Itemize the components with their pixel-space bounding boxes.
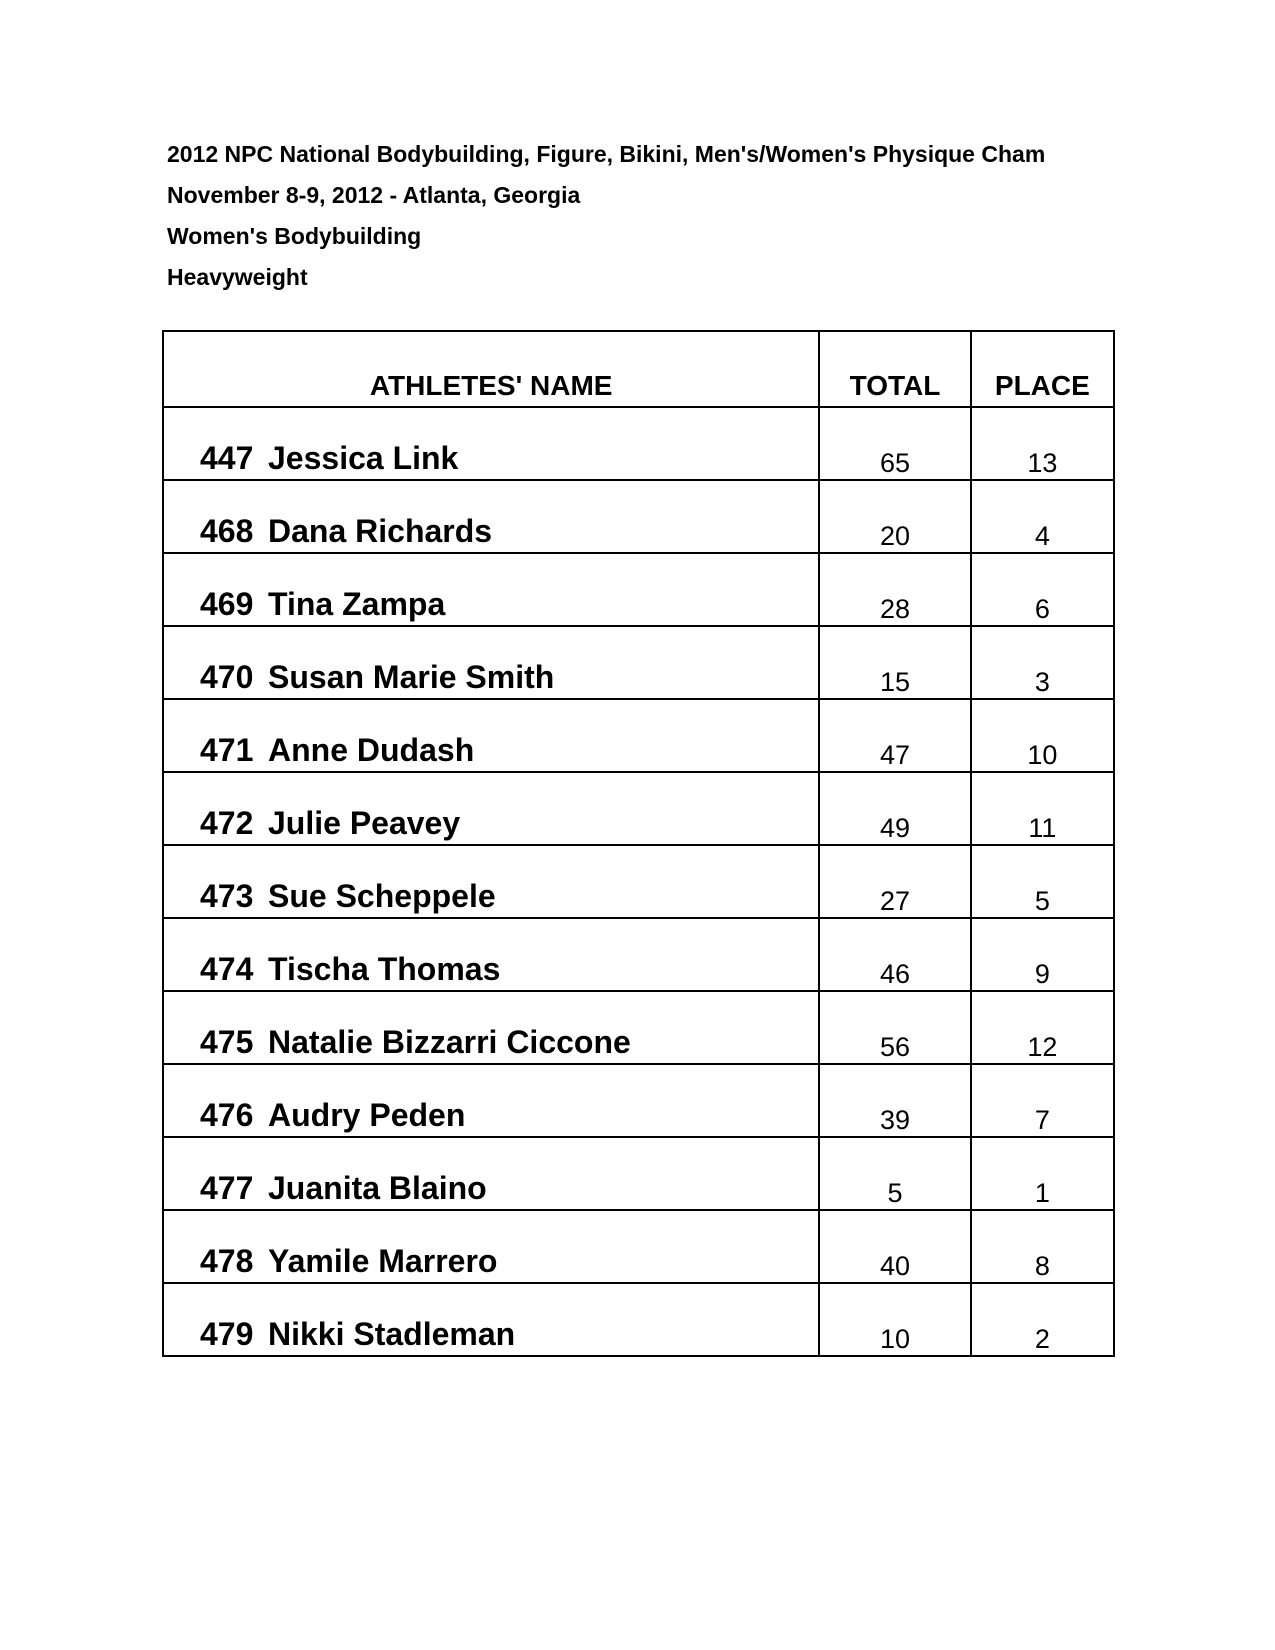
athlete-cell bbox=[163, 845, 819, 918]
table-row bbox=[163, 699, 1114, 772]
athlete-number: 470 bbox=[200, 659, 254, 695]
place-value: 10 bbox=[971, 699, 1114, 772]
table-row bbox=[163, 626, 1114, 699]
athlete-cell bbox=[163, 772, 819, 845]
athlete-number: 468 bbox=[200, 513, 254, 549]
event-title: 2012 NPC National Bodybuilding, Figure, Bikini, Men's/Women's Physique Cham bbox=[167, 141, 1046, 167]
total-score: 65 bbox=[819, 407, 970, 480]
place-value: 5 bbox=[971, 845, 1114, 918]
place-value: 6 bbox=[971, 553, 1114, 626]
table-row bbox=[163, 918, 1114, 991]
total-score: 46 bbox=[819, 918, 970, 991]
athlete-number: 471 bbox=[200, 732, 254, 768]
results-table bbox=[162, 330, 1115, 1357]
athlete-number: 476 bbox=[200, 1097, 254, 1133]
table-row bbox=[163, 1210, 1114, 1283]
total-score: 28 bbox=[819, 553, 970, 626]
athlete-number: 469 bbox=[200, 586, 254, 622]
place-value: 2 bbox=[971, 1283, 1114, 1356]
athlete-name: Tischa Thomas bbox=[268, 951, 501, 987]
total-header: TOTAL bbox=[819, 331, 970, 407]
athlete-name: Julie Peavey bbox=[268, 805, 461, 841]
athlete-name: Anne Dudash bbox=[268, 732, 475, 768]
athlete-cell bbox=[163, 1137, 819, 1210]
athlete-cell bbox=[163, 1283, 819, 1356]
table-row bbox=[163, 407, 1114, 480]
athlete-name: Tina Zampa bbox=[268, 586, 446, 622]
athlete-name: Yamile Marrero bbox=[268, 1243, 498, 1279]
athlete-number: 475 bbox=[200, 1024, 254, 1060]
total-score: 47 bbox=[819, 699, 970, 772]
athlete-number: 478 bbox=[200, 1243, 254, 1279]
athlete-number: 472 bbox=[200, 805, 254, 841]
event-date-location: November 8-9, 2012 - Atlanta, Georgia bbox=[167, 182, 581, 208]
total-score: 27 bbox=[819, 845, 970, 918]
athlete-cell bbox=[163, 699, 819, 772]
total-score: 15 bbox=[819, 626, 970, 699]
table-header-row bbox=[163, 331, 1114, 407]
athlete-name: Natalie Bizzarri Ciccone bbox=[268, 1024, 631, 1060]
total-score: 10 bbox=[819, 1283, 970, 1356]
athlete-cell bbox=[163, 553, 819, 626]
athlete-cell bbox=[163, 1064, 819, 1137]
athlete-name: Juanita Blaino bbox=[268, 1170, 487, 1206]
place-value: 8 bbox=[971, 1210, 1114, 1283]
place-value: 7 bbox=[971, 1064, 1114, 1137]
table-row bbox=[163, 1064, 1114, 1137]
table-row bbox=[163, 1137, 1114, 1210]
table-row bbox=[163, 991, 1114, 1064]
total-score: 39 bbox=[819, 1064, 970, 1137]
table-row bbox=[163, 553, 1114, 626]
athlete-cell bbox=[163, 1210, 819, 1283]
table-row bbox=[163, 1283, 1114, 1356]
athlete-cell bbox=[163, 407, 819, 480]
athlete-number: 479 bbox=[200, 1316, 254, 1352]
athlete-name: Nikki Stadleman bbox=[268, 1316, 516, 1352]
athletes-name-header: ATHLETES' NAME bbox=[163, 331, 819, 407]
athlete-name: Susan Marie Smith bbox=[268, 659, 555, 695]
athlete-cell bbox=[163, 480, 819, 553]
document-header bbox=[167, 134, 1167, 298]
place-value: 1 bbox=[971, 1137, 1114, 1210]
total-score: 40 bbox=[819, 1210, 970, 1283]
athlete-number: 477 bbox=[200, 1170, 254, 1206]
weight-class: Heavyweight bbox=[167, 264, 308, 290]
athlete-number: 474 bbox=[200, 951, 254, 987]
total-score: 56 bbox=[819, 991, 970, 1064]
athlete-number: 447 bbox=[200, 440, 254, 476]
total-score: 49 bbox=[819, 772, 970, 845]
place-value: 13 bbox=[971, 407, 1114, 480]
place-value: 12 bbox=[971, 991, 1114, 1064]
place-value: 9 bbox=[971, 918, 1114, 991]
division: Women's Bodybuilding bbox=[167, 223, 422, 249]
athlete-name: Dana Richards bbox=[268, 513, 493, 549]
place-value: 11 bbox=[971, 772, 1114, 845]
athlete-name: Audry Peden bbox=[268, 1097, 466, 1133]
table-row bbox=[163, 845, 1114, 918]
athlete-name: Jessica Link bbox=[268, 440, 459, 476]
place-value: 4 bbox=[971, 480, 1114, 553]
table-row bbox=[163, 772, 1114, 845]
place-value: 3 bbox=[971, 626, 1114, 699]
place-header: PLACE bbox=[971, 331, 1114, 407]
athlete-cell bbox=[163, 991, 819, 1064]
table-row bbox=[163, 480, 1114, 553]
athlete-name: Sue Scheppele bbox=[268, 878, 496, 914]
total-score: 20 bbox=[819, 480, 970, 553]
athlete-number: 473 bbox=[200, 878, 254, 914]
total-score: 5 bbox=[819, 1137, 970, 1210]
athlete-cell bbox=[163, 626, 819, 699]
athlete-cell bbox=[163, 918, 819, 991]
